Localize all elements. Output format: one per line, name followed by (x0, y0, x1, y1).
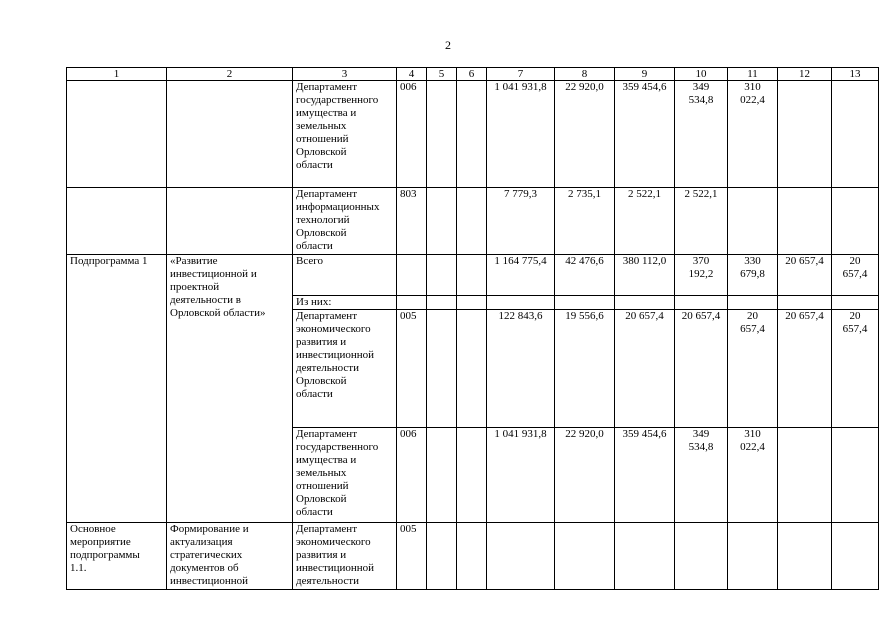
cell-year-5 (778, 188, 832, 255)
cell-title: «Развитие инвестиционной и проектной деятельности в Орловской области» (167, 255, 293, 523)
cell-year-2: 2 522,1 (615, 188, 675, 255)
cell-year-1 (555, 523, 615, 590)
cell-total: 1 041 931,8 (487, 428, 555, 523)
cell-year-6: 20 657,4 (832, 310, 879, 428)
cell-col5 (427, 81, 457, 188)
header-cell: 5 (427, 68, 457, 81)
budget-table (66, 67, 879, 590)
cell-year-2: 380 112,0 (615, 255, 675, 296)
cell-year-5 (778, 428, 832, 523)
cell-year-1: 42 476,6 (555, 255, 615, 296)
cell-executor: Департамент информационных технологий Орловской области (293, 188, 397, 255)
cell-year-4: 20 657,4 (728, 310, 778, 428)
header-cell: 1 (67, 68, 167, 81)
cell-program (67, 188, 167, 255)
cell-title: Формирование и актуализация стратегических документов об инвестиционной (167, 523, 293, 590)
cell-year-6 (832, 296, 879, 310)
cell-year-6: 20 657,4 (832, 255, 879, 296)
cell-year-4: 310 022,4 (728, 81, 778, 188)
cell-program: Подпрограмма 1 (67, 255, 167, 523)
cell-col5 (427, 310, 457, 428)
cell-total: 122 843,6 (487, 310, 555, 428)
cell-col6 (457, 188, 487, 255)
header-cell: 11 (728, 68, 778, 81)
cell-year-5 (778, 296, 832, 310)
table-row (67, 255, 879, 296)
cell-col5 (427, 523, 457, 590)
cell-year-2: 359 454,6 (615, 81, 675, 188)
cell-year-3: 349 534,8 (675, 428, 728, 523)
cell-total: 1 164 775,4 (487, 255, 555, 296)
cell-code: 006 (397, 81, 427, 188)
cell-title (167, 81, 293, 188)
cell-year-6 (832, 523, 879, 590)
cell-total: 7 779,3 (487, 188, 555, 255)
cell-code: 005 (397, 310, 427, 428)
header-cell: 4 (397, 68, 427, 81)
cell-total (487, 523, 555, 590)
cell-year-4 (728, 188, 778, 255)
header-cell: 6 (457, 68, 487, 81)
page-number: 2 (445, 38, 451, 52)
header-cell: 3 (293, 68, 397, 81)
header-cell: 7 (487, 68, 555, 81)
header-cell: 10 (675, 68, 728, 81)
header-cell: 13 (832, 68, 879, 81)
cell-code (397, 255, 427, 296)
cell-year-2: 359 454,6 (615, 428, 675, 523)
cell-year-1: 22 920,0 (555, 428, 615, 523)
cell-year-5 (778, 81, 832, 188)
cell-executor: Всего (293, 255, 397, 296)
cell-executor: Департамент экономического развития и инвестиционной деятельности Орловской области (293, 310, 397, 428)
cell-col6 (457, 428, 487, 523)
table-header-row (67, 68, 879, 81)
cell-title (167, 188, 293, 255)
cell-year-3 (675, 296, 728, 310)
cell-year-6 (832, 188, 879, 255)
cell-year-3: 20 657,4 (675, 310, 728, 428)
cell-year-1: 2 735,1 (555, 188, 615, 255)
cell-year-6 (832, 81, 879, 188)
cell-col5 (427, 428, 457, 523)
cell-year-3: 370 192,2 (675, 255, 728, 296)
cell-col6 (457, 310, 487, 428)
cell-year-4: 310 022,4 (728, 428, 778, 523)
cell-col5 (427, 296, 457, 310)
cell-col5 (427, 255, 457, 296)
table-row (67, 523, 879, 590)
cell-year-2: 20 657,4 (615, 310, 675, 428)
cell-executor: Из них: (293, 296, 397, 310)
cell-year-1: 19 556,6 (555, 310, 615, 428)
cell-executor: Департамент государственного имущества и земельных отношений Орловской области (293, 81, 397, 188)
cell-year-3: 2 522,1 (675, 188, 728, 255)
cell-program: Основное мероприятие подпрограммы 1.1. (67, 523, 167, 590)
cell-year-3: 349 534,8 (675, 81, 728, 188)
cell-col6 (457, 523, 487, 590)
cell-year-3 (675, 523, 728, 590)
cell-total: 1 041 931,8 (487, 81, 555, 188)
cell-col6 (457, 81, 487, 188)
header-cell: 8 (555, 68, 615, 81)
cell-executor: Департамент государственного имущества и земельных отношений Орловской области (293, 428, 397, 523)
cell-year-2 (615, 296, 675, 310)
cell-code (397, 296, 427, 310)
cell-code: 005 (397, 523, 427, 590)
cell-year-1: 22 920,0 (555, 81, 615, 188)
cell-year-5: 20 657,4 (778, 255, 832, 296)
cell-year-4 (728, 296, 778, 310)
cell-year-2 (615, 523, 675, 590)
header-cell: 2 (167, 68, 293, 81)
table-row (67, 188, 879, 255)
header-cell: 12 (778, 68, 832, 81)
cell-executor: Департамент экономического развития и инвестиционной деятельности (293, 523, 397, 590)
cell-total (487, 296, 555, 310)
cell-year-6 (832, 428, 879, 523)
header-cell: 9 (615, 68, 675, 81)
cell-code: 006 (397, 428, 427, 523)
cell-program (67, 81, 167, 188)
cell-year-4 (728, 523, 778, 590)
cell-year-5: 20 657,4 (778, 310, 832, 428)
table-row (67, 81, 879, 188)
cell-code: 803 (397, 188, 427, 255)
cell-year-1 (555, 296, 615, 310)
cell-col5 (427, 188, 457, 255)
cell-year-4: 330 679,8 (728, 255, 778, 296)
cell-col6 (457, 296, 487, 310)
cell-col6 (457, 255, 487, 296)
cell-year-5 (778, 523, 832, 590)
